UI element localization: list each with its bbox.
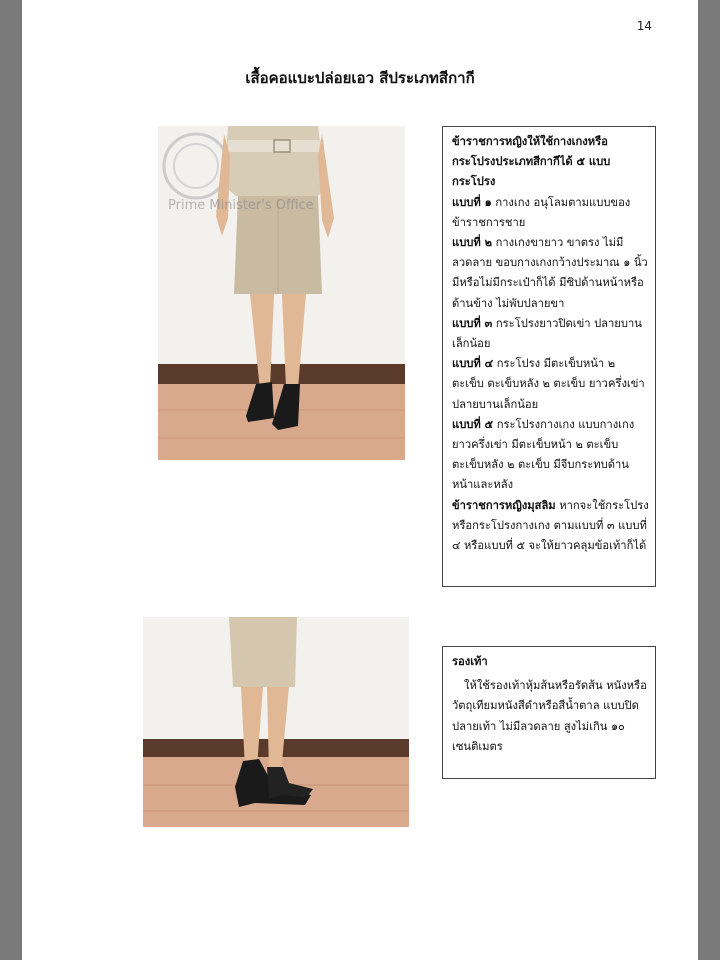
uniform-photo bbox=[158, 126, 405, 460]
box1-item-3: แบบที่ ๓ กระโปรงยาวปิดเข่า ปลายบานเล็กน้อย bbox=[452, 316, 642, 351]
box1-item-2: แบบที่ ๒ กางเกงขายาว ขาตรง ไม่มีลวดลาย ขอบกางเกงกว้างประมาณ ๑ นิ้ว มีหรือไม่มีกระเป๋าก็ได้ มีซิปด้านหน้าหรือด้านข้าง ไม่พับปลายขา bbox=[452, 236, 648, 310]
skirt-description-box bbox=[442, 126, 656, 587]
page-title: เสื้อคอแบะปล่อยเอว สีประเภทสีกากี bbox=[245, 69, 475, 87]
shoes-photo-image bbox=[143, 617, 409, 827]
shoes-description-box bbox=[442, 646, 656, 779]
box1-item-6: ข้าราชการหญิงมุสลิม หากจะใช้กระโปรง หรือกระโปรงกางเกง ตามแบบที่ ๓ แบบที่ ๔ หรือแบบที่ ๕ จะให้ยาวคลุมข้อเท้าก็ได้ bbox=[452, 498, 649, 553]
box1-item-4: แบบที่ ๔ กระโปรง มีตะเข็บหน้า ๒ ตะเข็บ ตะเข็บหลัง ๒ ตะเข็บ ยาวครึ่งเข่า ปลายบานเล็กน้อย bbox=[452, 357, 645, 411]
box1-item-1: แบบที่ ๑ กางเกง อนุโลมตามแบบของข้าราชการชาย bbox=[452, 195, 631, 229]
photo-watermark-text: Prime Minister's Office bbox=[168, 198, 314, 213]
page-number: 14 bbox=[636, 19, 652, 33]
uniform-photo-image bbox=[158, 126, 405, 460]
box1-item-5: แบบที่ ๕ กระโปรงกางเกง แบบกางเกงยาวครึ่งเข่า มีตะเข็บหน้า ๒ ตะเข็บ ตะเข็บหลัง ๒ ตะเข็บ มีจีบกระทบด้านหน้าและหลัง bbox=[452, 417, 635, 492]
shoes-photo bbox=[143, 617, 409, 827]
box1-subheading: กระโปรง bbox=[452, 175, 496, 189]
document-page bbox=[22, 0, 698, 960]
box1-heading: ข้าราชการหญิงให้ใช้กางเกงหรือกระโปรงประเภทสีกากีได้ ๕ แบบ bbox=[452, 135, 611, 169]
box2-text: ให้ใช้รองเท้าหุ้มส้นหรือรัดส้น หนังหรือวัตถุเทียมหนังสีดำหรือสีน้ำตาล แบบปิดปลายเท้า ไม่มีลวดลาย สูงไม่เกิน ๑๐ เซนติเมตร bbox=[452, 679, 647, 753]
box2-heading: รองเท้า bbox=[452, 655, 488, 668]
